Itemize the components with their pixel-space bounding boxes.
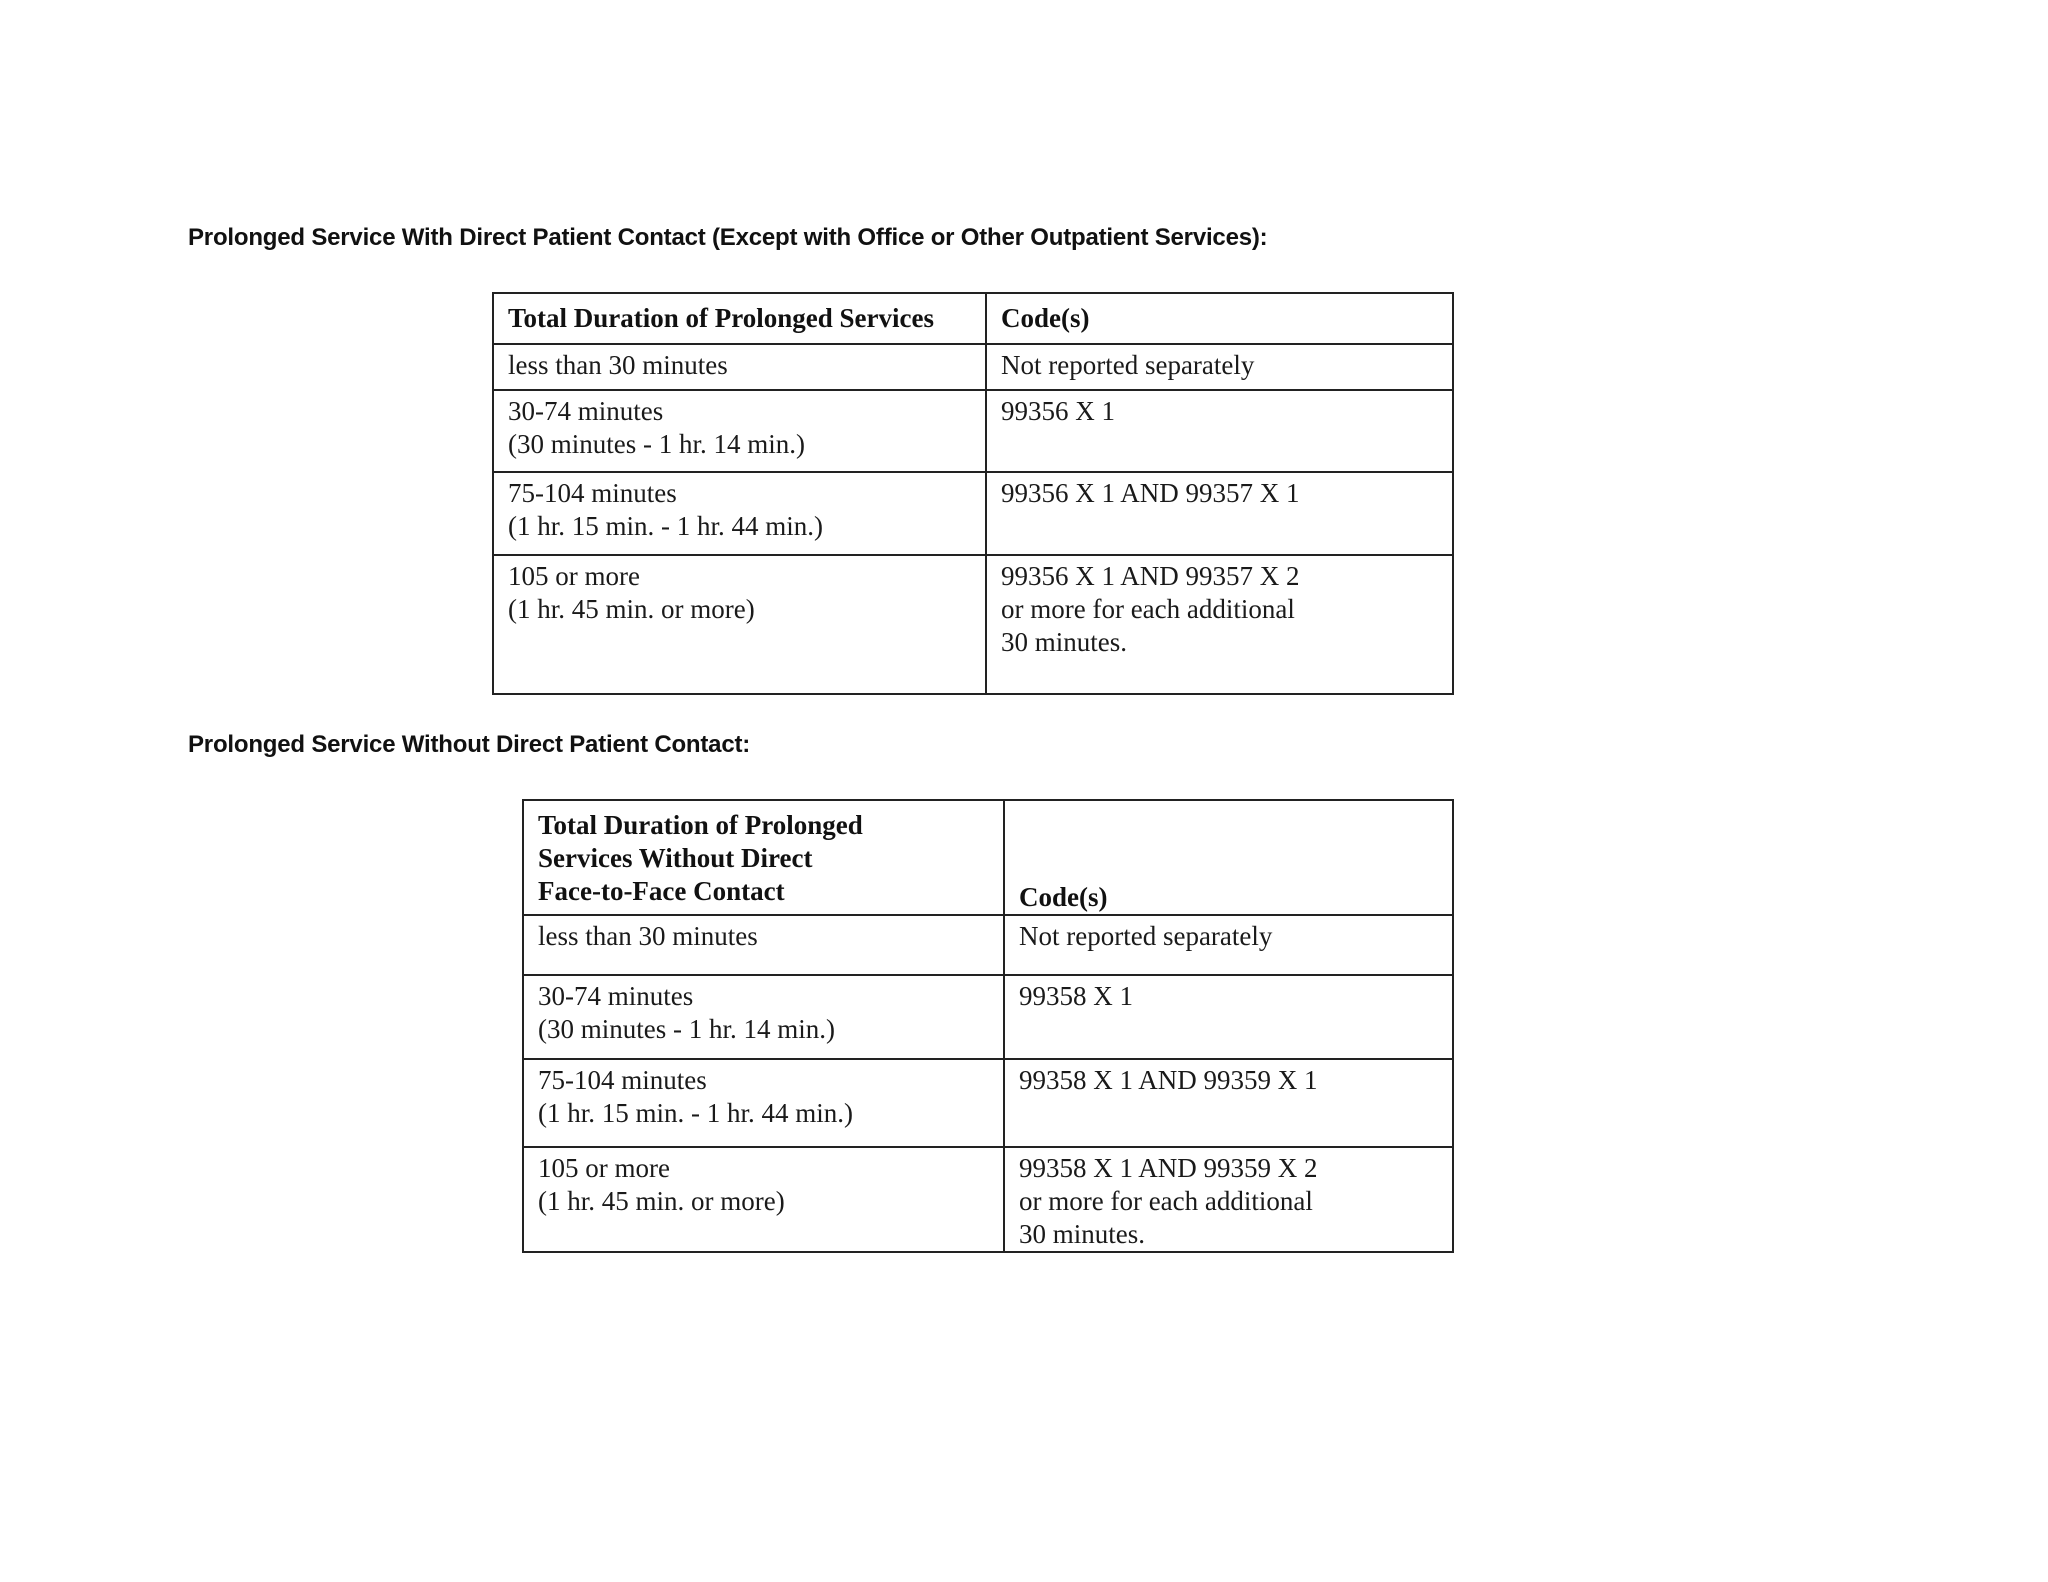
duration-cell: 30-74 minutes (30 minutes - 1 hr. 14 min.) xyxy=(523,975,1004,1059)
codes-column-header: Code(s) xyxy=(1004,800,1453,915)
duration-cell: 75-104 minutes (1 hr. 15 min. - 1 hr. 44 min.) xyxy=(523,1059,1004,1147)
table-row xyxy=(493,344,1453,390)
duration-cell: less than 30 minutes xyxy=(523,915,1004,975)
direct-contact-table xyxy=(492,292,1454,695)
duration-cell: 30-74 minutes (30 minutes - 1 hr. 14 min.) xyxy=(493,390,986,472)
codes-cell: 99356 X 1 AND 99357 X 2 or more for each additional 30 minutes. xyxy=(986,555,1453,694)
table-row xyxy=(523,1147,1453,1252)
duration-cell: 75-104 minutes (1 hr. 15 min. - 1 hr. 44 min.) xyxy=(493,472,986,555)
duration-cell: less than 30 minutes xyxy=(493,344,986,390)
codes-cell: 99358 X 1 xyxy=(1004,975,1453,1059)
table-row xyxy=(523,1059,1453,1147)
section-heading-without-direct-contact: Prolonged Service Without Direct Patient Contact: xyxy=(188,731,751,758)
table-row xyxy=(493,390,1453,472)
table-row xyxy=(523,915,1453,975)
codes-cell: 99358 X 1 AND 99359 X 2 or more for each additional 30 minutes. xyxy=(1004,1147,1453,1252)
table-row xyxy=(493,555,1453,694)
table-row xyxy=(493,472,1453,555)
duration-column-header: Total Duration of Prolonged Services Without Direct Face-to-Face Contact xyxy=(523,800,1004,915)
codes-cell: 99356 X 1 xyxy=(986,390,1453,472)
codes-column-header: Code(s) xyxy=(986,293,1453,344)
codes-cell: 99356 X 1 AND 99357 X 1 xyxy=(986,472,1453,555)
table-header-row xyxy=(493,293,1453,344)
table-row xyxy=(523,975,1453,1059)
codes-cell: Not reported separately xyxy=(986,344,1453,390)
table-header-row xyxy=(523,800,1453,915)
codes-cell: 99358 X 1 AND 99359 X 1 xyxy=(1004,1059,1453,1147)
duration-cell: 105 or more (1 hr. 45 min. or more) xyxy=(493,555,986,694)
without-direct-contact-table xyxy=(522,799,1454,1253)
duration-cell: 105 or more (1 hr. 45 min. or more) xyxy=(523,1147,1004,1252)
duration-column-header: Total Duration of Prolonged Services xyxy=(493,293,986,344)
section-heading-direct-contact: Prolonged Service With Direct Patient Contact (Except with Office or Other Outpatient Services): xyxy=(188,224,1268,251)
codes-cell: Not reported separately xyxy=(1004,915,1453,975)
